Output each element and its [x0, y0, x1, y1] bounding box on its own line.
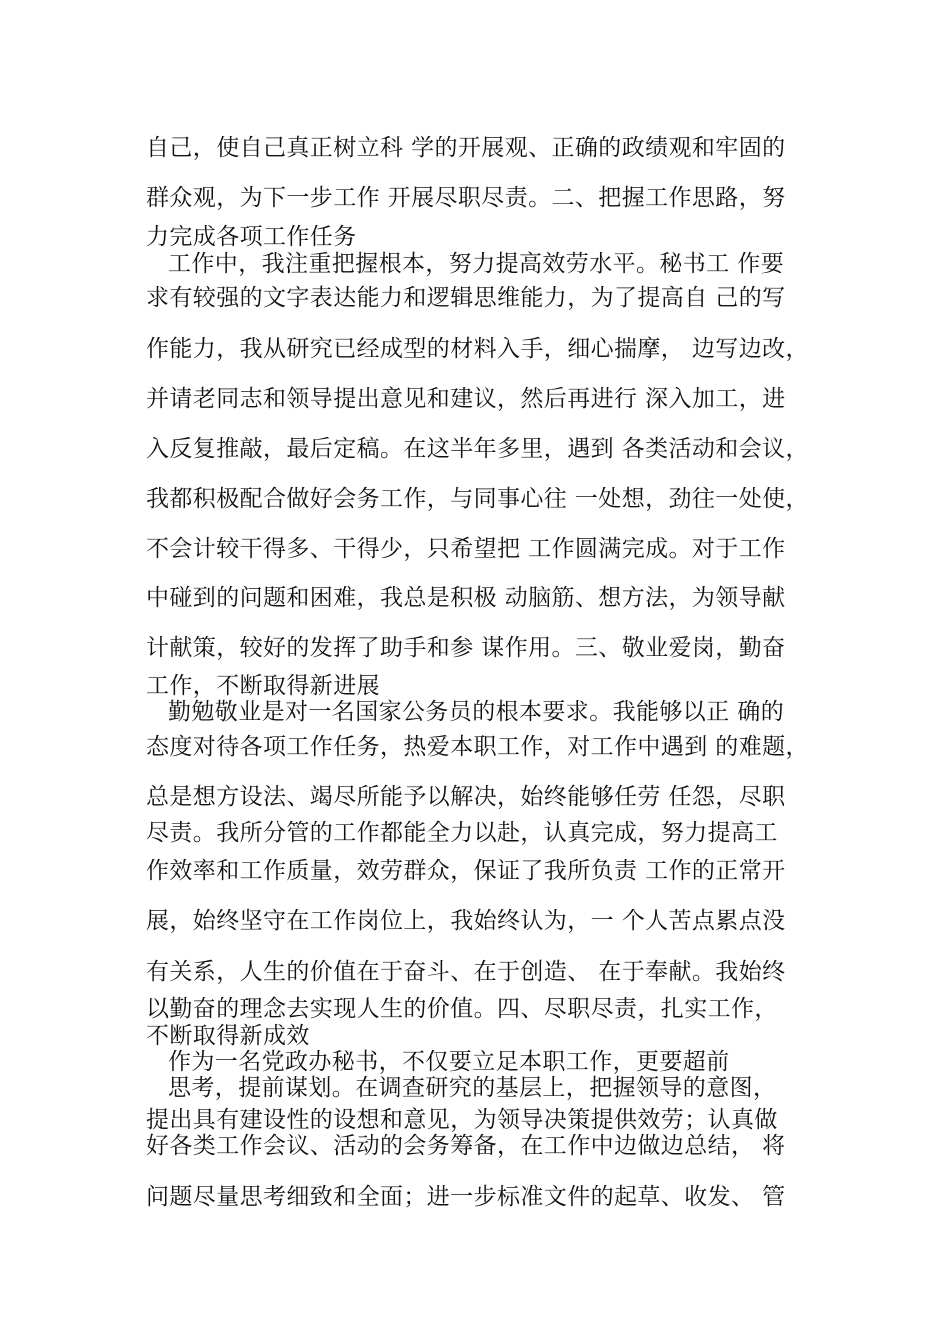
text-line: 勤勉敬业是对一名国家公务员的根本要求。我能够以正 确的 [168, 699, 785, 725]
text-line: 有关系，人生的价值在于奋斗、在于创造、 在于奉献。我始终 [146, 959, 786, 985]
text-line: 总是想方设法、竭尽所能予以解决，始终能够任劳 任怨，尽职 [146, 784, 786, 810]
text-line: 作能力，我从研究已经成型的材料入手，细心揣摩， 边写边改， [146, 336, 809, 362]
text-line: 入反复推敲，最后定稿。在这半年多里，遇到 各类活动和会议， [146, 436, 809, 462]
text-line: 求有较强的文字表达能力和逻辑思维能力，为了提高自 己的写 [146, 285, 786, 311]
text-line: 好各类工作会议、活动的会务筹备，在工作中边做边总结， 将 [146, 1133, 786, 1159]
text-line: 工作，不断取得新进展 [146, 673, 380, 699]
text-line: 并请老同志和领导提出意见和建议，然后再进行 深入加工，进 [146, 386, 786, 412]
text-line: 我都积极配合做好会务工作，与同事心往 一处想，劲往一处使， [146, 486, 809, 512]
text-line: 计献策，较好的发挥了助手和参 谋作用。三、敬业爱岗，勤奋 [146, 635, 786, 661]
text-line: 自己，使自己真正树立科 学的开展观、正确的政绩观和牢固的 [146, 135, 786, 161]
text-line: 作为一名党政办秘书，不仅要立足本职工作，更要超前 [168, 1049, 730, 1075]
text-line: 思考，提前谋划。在调查研究的基层上，把握领导的意图， [168, 1075, 777, 1101]
text-line: 态度对待各项工作任务，热爱本职工作，对工作中遇到 的难题， [146, 734, 809, 760]
text-line: 作效率和工作质量，效劳群众，保证了我所负责 工作的正常开 [146, 858, 786, 884]
text-line: 不会计较干得多、干得少，只希望把 工作圆满完成。对于工作 [146, 536, 786, 562]
text-line: 不断取得新成效 [146, 1023, 310, 1049]
text-line: 力完成各项工作任务 [146, 224, 357, 250]
text-line: 提出具有建设性的设想和意见，为领导决策提供效劳；认真做 [146, 1107, 778, 1133]
text-line: 尽责。我所分管的工作都能全力以赴，认真完成，努力提高工 [146, 820, 778, 846]
text-line: 以勤奋的理念去实现人生的价值。四、尽职尽责，扎实工作， [146, 996, 778, 1022]
text-line: 群众观，为下一步工作 开展尽职尽责。二、把握工作思路，努 [146, 185, 786, 211]
text-line: 展，始终坚守在工作岗位上，我始终认为，一 个人苦点累点没 [146, 908, 786, 934]
text-line: 中碰到的问题和困难，我总是积极 动脑筋、想方法，为领导献 [146, 585, 786, 611]
text-line: 工作中，我注重把握根本，努力提高效劳水平。秘书工 作要 [168, 251, 785, 277]
text-line: 问题尽量思考细致和全面；进一步标准文件的起草、收发、 管 [146, 1184, 786, 1210]
